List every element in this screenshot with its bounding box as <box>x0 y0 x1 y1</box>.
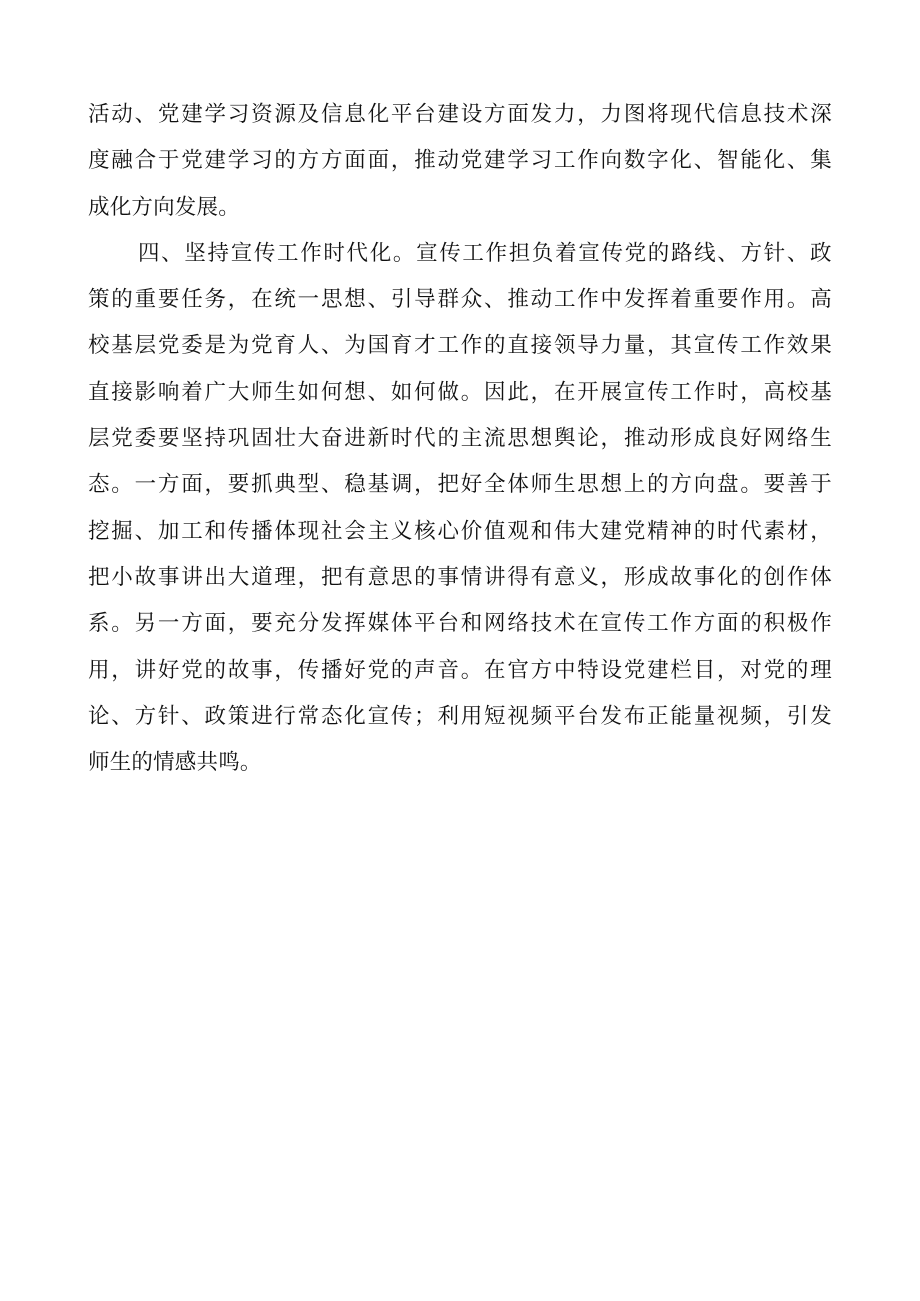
paragraph-line: 层 党 委 要 坚 持 巩 固 壮 大 奋 进 新 时 代 的 主 流 思 想 舆 论 ， 推 动 形 成 良 好 网 络 生 <box>88 426 832 452</box>
paragraph-line: 成化方向发展。 <box>88 194 240 220</box>
paragraph-line: 四 、 坚 持 宣 传 工 作 时 代 化 。 宣 传 工 作 担 负 着 宣 传 党 的 路 线 、 方 针 、 政 <box>138 240 832 266</box>
paragraph-line: 论 、 方 针 、 政 策 进 行 常 态 化 宣 传 ； 利 用 短 视 频 平 台 发 布 正 能 量 视 频 ， 引 发 <box>88 703 832 729</box>
paragraph-line: 态 。 一 方 面 ， 要 抓 典 型 、 稳 基 调 ， 把 好 全 体 师 生 思 想 上 的 方 向 盘 。 要 善 于 <box>88 472 832 498</box>
document-body <box>88 92 832 786</box>
paragraph-2 <box>88 231 832 787</box>
paragraph-1 <box>88 92 832 231</box>
paragraph-line: 系 。 另 一 方 面 ， 要 充 分 发 挥 媒 体 平 台 和 网 络 技 术 在 宣 传 工 作 方 面 的 积 极 作 <box>88 611 832 637</box>
paragraph-line: 师生的情感共鸣。 <box>88 750 262 776</box>
paragraph-line: 活 动 、 党 建 学 习 资 源 及 信 息 化 平 台 建 设 方 面 发 力 ， 力 图 将 现 代 信 息 技 术 深 <box>88 102 832 127</box>
paragraph-line: 用 ， 讲 好 党 的 故 事 ， 传 播 好 党 的 声 音 。 在 官 方 中 特 设 党 建 栏 目 ， 对 党 的 理 <box>88 657 832 683</box>
paragraph-line: 挖 掘 、 加 工 和 传 播 体 现 社 会 主 义 核 心 价 值 观 和 伟 大 建 党 精 神 的 时 代 素 材 ， <box>88 518 832 544</box>
paragraph-line: 校 基 层 党 委 是 为 党 育 人 、 为 国 育 才 工 作 的 直 接 领 导 力 量 ， 其 宣 传 工 作 效 果 <box>88 333 832 359</box>
paragraph-line: 度 融 合 于 党 建 学 习 的 方 方 面 面 ， 推 动 党 建 学 习 工 作 向 数 字 化 、 智 能 化 、 集 <box>88 148 832 174</box>
paragraph-line: 直 接 影 响 着 广 大 师 生 如 何 想 、 如 何 做 。 因 此 ， 在 开 展 宣 传 工 作 时 ， 高 校 基 <box>88 379 832 405</box>
paragraph-line: 策 的 重 要 任 务 ， 在 统 一 思 想 、 引 导 群 众 、 推 动 工 作 中 发 挥 着 重 要 作 用 。 高 <box>88 287 832 313</box>
paragraph-line: 把 小 故 事 讲 出 大 道 理 ， 把 有 意 思 的 事 情 讲 得 有 意 义 ， 形 成 故 事 化 的 创 作 体 <box>88 564 832 590</box>
